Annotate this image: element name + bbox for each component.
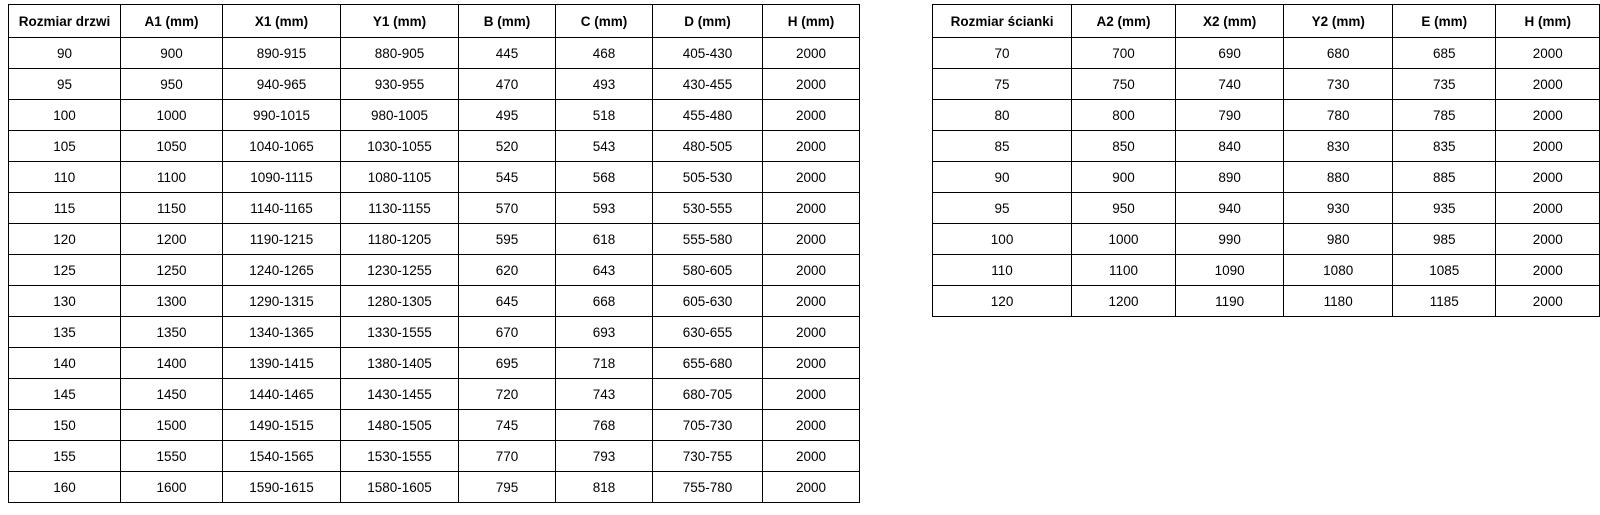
walls-dimensions-table-container: [932, 4, 1600, 317]
cell-door-size: 155: [9, 441, 121, 472]
cell-x2: 790: [1175, 100, 1284, 131]
cell-x2: 990: [1175, 224, 1284, 255]
table-row: [933, 38, 1600, 69]
table-row: [9, 224, 860, 255]
table-header-row: [933, 5, 1600, 38]
cell-wall-size: 110: [933, 255, 1072, 286]
cell-x2: 690: [1175, 38, 1284, 69]
cell-h: 2000: [763, 38, 860, 69]
cell-wall-size: 90: [933, 162, 1072, 193]
cell-x2: 1090: [1175, 255, 1284, 286]
cell-b: 695: [459, 348, 556, 379]
cell-a2: 800: [1072, 100, 1176, 131]
cell-e: 885: [1392, 162, 1495, 193]
cell-c: 793: [556, 441, 653, 472]
cell-y2: 980: [1284, 224, 1393, 255]
cell-a1: 950: [121, 69, 223, 100]
table-row: [9, 472, 860, 503]
cell-d: 530-555: [653, 193, 763, 224]
cell-b: 720: [459, 379, 556, 410]
table-header-row: [9, 5, 860, 38]
cell-d: 555-580: [653, 224, 763, 255]
cell-d: 655-680: [653, 348, 763, 379]
cell-y2: 930: [1284, 193, 1393, 224]
table-row: [933, 100, 1600, 131]
table-row: [9, 38, 860, 69]
cell-a1: 1550: [121, 441, 223, 472]
cell-c: 593: [556, 193, 653, 224]
cell-door-size: 105: [9, 131, 121, 162]
column-header-c: C (mm): [556, 5, 653, 38]
cell-b: 645: [459, 286, 556, 317]
cell-h: 2000: [1496, 224, 1600, 255]
table-row: [9, 100, 860, 131]
cell-b: 570: [459, 193, 556, 224]
cell-door-size: 90: [9, 38, 121, 69]
cell-e: 935: [1392, 193, 1495, 224]
cell-x1: 1190-1215: [223, 224, 341, 255]
table-row: [933, 193, 1600, 224]
cell-a2: 900: [1072, 162, 1176, 193]
cell-e: 835: [1392, 131, 1495, 162]
walls-table-body: [933, 38, 1600, 317]
cell-b: 495: [459, 100, 556, 131]
cell-e: 1085: [1392, 255, 1495, 286]
cell-h: 2000: [763, 441, 860, 472]
cell-h: 2000: [763, 193, 860, 224]
column-header-h: H (mm): [763, 5, 860, 38]
cell-a1: 1200: [121, 224, 223, 255]
cell-door-size: 120: [9, 224, 121, 255]
cell-h: 2000: [763, 255, 860, 286]
cell-h: 2000: [1496, 286, 1600, 317]
cell-a2: 1000: [1072, 224, 1176, 255]
cell-h: 2000: [1496, 162, 1600, 193]
cell-wall-size: 85: [933, 131, 1072, 162]
cell-y1: 1430-1455: [341, 379, 459, 410]
cell-d: 705-730: [653, 410, 763, 441]
cell-wall-size: 95: [933, 193, 1072, 224]
cell-h: 2000: [1496, 38, 1600, 69]
cell-x1: 1440-1465: [223, 379, 341, 410]
cell-y1: 1230-1255: [341, 255, 459, 286]
cell-door-size: 100: [9, 100, 121, 131]
cell-a2: 950: [1072, 193, 1176, 224]
cell-wall-size: 75: [933, 69, 1072, 100]
cell-c: 493: [556, 69, 653, 100]
cell-h: 2000: [763, 131, 860, 162]
cell-b: 545: [459, 162, 556, 193]
cell-door-size: 130: [9, 286, 121, 317]
cell-d: 730-755: [653, 441, 763, 472]
cell-d: 680-705: [653, 379, 763, 410]
cell-c: 818: [556, 472, 653, 503]
cell-c: 768: [556, 410, 653, 441]
cell-y2: 1080: [1284, 255, 1393, 286]
cell-c: 718: [556, 348, 653, 379]
cell-h: 2000: [1496, 193, 1600, 224]
cell-x1: 1390-1415: [223, 348, 341, 379]
cell-door-size: 125: [9, 255, 121, 286]
cell-e: 785: [1392, 100, 1495, 131]
cell-y2: 730: [1284, 69, 1393, 100]
cell-a2: 700: [1072, 38, 1176, 69]
cell-h: 2000: [763, 410, 860, 441]
cell-a1: 1450: [121, 379, 223, 410]
cell-x2: 890: [1175, 162, 1284, 193]
table-row: [9, 441, 860, 472]
cell-h: 2000: [1496, 69, 1600, 100]
column-header-b: B (mm): [459, 5, 556, 38]
cell-h: 2000: [1496, 255, 1600, 286]
cell-c: 543: [556, 131, 653, 162]
cell-d: 480-505: [653, 131, 763, 162]
cell-x2: 840: [1175, 131, 1284, 162]
cell-a1: 1050: [121, 131, 223, 162]
cell-x1: 1540-1565: [223, 441, 341, 472]
column-header-x1: X1 (mm): [223, 5, 341, 38]
cell-x2: 1190: [1175, 286, 1284, 317]
doors-dimensions-table-container: [8, 4, 860, 503]
cell-x1: 1590-1615: [223, 472, 341, 503]
cell-wall-size: 120: [933, 286, 1072, 317]
cell-d: 455-480: [653, 100, 763, 131]
column-header-e: E (mm): [1392, 5, 1495, 38]
column-header-a1: A1 (mm): [121, 5, 223, 38]
column-header-x2: X2 (mm): [1175, 5, 1284, 38]
doors-dimensions-table: [8, 4, 860, 503]
cell-door-size: 95: [9, 69, 121, 100]
cell-a1: 1000: [121, 100, 223, 131]
cell-y1: 1080-1105: [341, 162, 459, 193]
column-header-y2: Y2 (mm): [1284, 5, 1393, 38]
table-row: [9, 131, 860, 162]
cell-a2: 1100: [1072, 255, 1176, 286]
column-header-d: D (mm): [653, 5, 763, 38]
column-header-h: H (mm): [1496, 5, 1600, 38]
cell-x1: 1040-1065: [223, 131, 341, 162]
cell-e: 685: [1392, 38, 1495, 69]
cell-a1: 1500: [121, 410, 223, 441]
cell-c: 468: [556, 38, 653, 69]
cell-h: 2000: [763, 317, 860, 348]
table-row: [933, 255, 1600, 286]
table-row: [9, 410, 860, 441]
cell-door-size: 135: [9, 317, 121, 348]
table-row: [9, 348, 860, 379]
cell-h: 2000: [763, 100, 860, 131]
cell-y1: 880-905: [341, 38, 459, 69]
cell-b: 670: [459, 317, 556, 348]
cell-c: 568: [556, 162, 653, 193]
cell-h: 2000: [763, 286, 860, 317]
cell-a1: 1100: [121, 162, 223, 193]
cell-a1: 1250: [121, 255, 223, 286]
cell-y2: 830: [1284, 131, 1393, 162]
cell-wall-size: 70: [933, 38, 1072, 69]
cell-x1: 1490-1515: [223, 410, 341, 441]
cell-e: 1185: [1392, 286, 1495, 317]
cell-h: 2000: [763, 472, 860, 503]
cell-y1: 1580-1605: [341, 472, 459, 503]
cell-door-size: 160: [9, 472, 121, 503]
cell-a1: 900: [121, 38, 223, 69]
column-header-door-size: Rozmiar drzwi: [9, 5, 121, 38]
doors-table-head: [9, 5, 860, 38]
column-header-a2: A2 (mm): [1072, 5, 1176, 38]
cell-door-size: 150: [9, 410, 121, 441]
cell-h: 2000: [763, 162, 860, 193]
table-row: [933, 131, 1600, 162]
cell-d: 430-455: [653, 69, 763, 100]
cell-h: 2000: [1496, 131, 1600, 162]
table-row: [933, 162, 1600, 193]
cell-x1: 1290-1315: [223, 286, 341, 317]
cell-b: 770: [459, 441, 556, 472]
cell-x1: 990-1015: [223, 100, 341, 131]
cell-door-size: 110: [9, 162, 121, 193]
cell-a2: 1200: [1072, 286, 1176, 317]
cell-y1: 930-955: [341, 69, 459, 100]
cell-b: 470: [459, 69, 556, 100]
cell-b: 795: [459, 472, 556, 503]
cell-y1: 1330-1555: [341, 317, 459, 348]
cell-c: 618: [556, 224, 653, 255]
cell-door-size: 115: [9, 193, 121, 224]
walls-dimensions-table: [932, 4, 1600, 317]
cell-x2: 740: [1175, 69, 1284, 100]
column-header-y1: Y1 (mm): [341, 5, 459, 38]
table-row: [9, 255, 860, 286]
cell-b: 595: [459, 224, 556, 255]
cell-y1: 1380-1405: [341, 348, 459, 379]
cell-b: 445: [459, 38, 556, 69]
cell-x1: 1240-1265: [223, 255, 341, 286]
cell-x1: 1340-1365: [223, 317, 341, 348]
cell-y1: 1180-1205: [341, 224, 459, 255]
cell-y1: 1530-1555: [341, 441, 459, 472]
cell-a1: 1600: [121, 472, 223, 503]
cell-y1: 1030-1055: [341, 131, 459, 162]
table-row: [933, 224, 1600, 255]
cell-door-size: 145: [9, 379, 121, 410]
table-row: [9, 69, 860, 100]
cell-a1: 1350: [121, 317, 223, 348]
cell-c: 693: [556, 317, 653, 348]
cell-y2: 880: [1284, 162, 1393, 193]
cell-h: 2000: [763, 69, 860, 100]
column-header-wall-size: Rozmiar ścianki: [933, 5, 1072, 38]
cell-d: 505-530: [653, 162, 763, 193]
table-row: [9, 379, 860, 410]
cell-d: 630-655: [653, 317, 763, 348]
cell-y1: 1130-1155: [341, 193, 459, 224]
cell-a1: 1300: [121, 286, 223, 317]
cell-y1: 980-1005: [341, 100, 459, 131]
cell-h: 2000: [1496, 100, 1600, 131]
cell-c: 518: [556, 100, 653, 131]
cell-a2: 850: [1072, 131, 1176, 162]
cell-d: 405-430: [653, 38, 763, 69]
cell-b: 620: [459, 255, 556, 286]
cell-d: 605-630: [653, 286, 763, 317]
cell-d: 580-605: [653, 255, 763, 286]
cell-d: 755-780: [653, 472, 763, 503]
cell-x1: 1090-1115: [223, 162, 341, 193]
cell-b: 745: [459, 410, 556, 441]
cell-c: 668: [556, 286, 653, 317]
cell-y1: 1480-1505: [341, 410, 459, 441]
cell-x1: 940-965: [223, 69, 341, 100]
table-row: [933, 286, 1600, 317]
cell-c: 643: [556, 255, 653, 286]
cell-a1: 1150: [121, 193, 223, 224]
walls-table-head: [933, 5, 1600, 38]
cell-x1: 1140-1165: [223, 193, 341, 224]
cell-wall-size: 80: [933, 100, 1072, 131]
cell-b: 520: [459, 131, 556, 162]
table-row: [9, 162, 860, 193]
cell-c: 743: [556, 379, 653, 410]
cell-door-size: 140: [9, 348, 121, 379]
cell-a1: 1400: [121, 348, 223, 379]
cell-y2: 1180: [1284, 286, 1393, 317]
cell-h: 2000: [763, 348, 860, 379]
table-row: [9, 317, 860, 348]
cell-y2: 680: [1284, 38, 1393, 69]
cell-e: 735: [1392, 69, 1495, 100]
cell-h: 2000: [763, 379, 860, 410]
table-row: [9, 193, 860, 224]
table-row: [933, 69, 1600, 100]
doors-table-body: [9, 38, 860, 503]
cell-y2: 780: [1284, 100, 1393, 131]
table-row: [9, 286, 860, 317]
cell-h: 2000: [763, 224, 860, 255]
cell-y1: 1280-1305: [341, 286, 459, 317]
cell-e: 985: [1392, 224, 1495, 255]
cell-x1: 890-915: [223, 38, 341, 69]
cell-a2: 750: [1072, 69, 1176, 100]
cell-wall-size: 100: [933, 224, 1072, 255]
cell-x2: 940: [1175, 193, 1284, 224]
